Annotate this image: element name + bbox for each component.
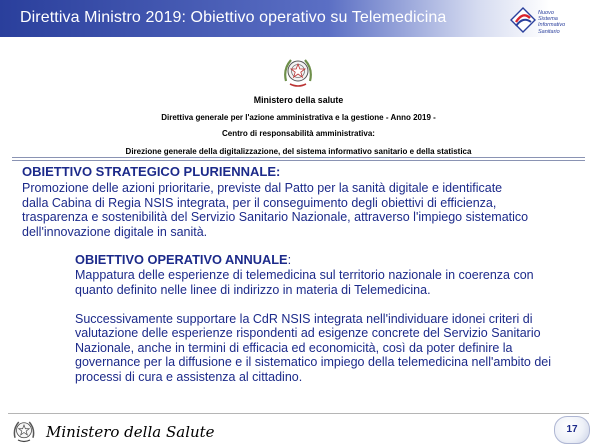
- responsibility-center-label: Centro di responsabilità amministrativa:: [222, 129, 375, 138]
- operational-objective-colon: :: [287, 252, 292, 267]
- page-number-badge: 17: [554, 416, 590, 444]
- nsis-logo-icon: [510, 7, 536, 33]
- title-bar: [0, 0, 597, 37]
- divider: [12, 157, 585, 158]
- nsis-logo-line: Sistema: [538, 16, 558, 23]
- operational-paragraph: [75, 312, 587, 385]
- operational-objective-heading: [75, 252, 291, 267]
- ministry-name: Ministero della salute: [253, 95, 344, 105]
- text-line: Promozione delle azioni prioritarie, previste dal Patto per la sanità digitale e identificate: [22, 181, 503, 195]
- text-line: processi di cura e assistenza al cittadino.: [75, 369, 303, 384]
- strategic-objective-title: OBIETTIVO STRATEGICO PLURIENNALE:: [22, 164, 281, 179]
- italian-republic-emblem-icon: [12, 418, 36, 444]
- nsis-logo-line: Nuovo: [538, 10, 554, 16]
- text-line: trasparenza e sostenibilità del Servizio Sanitario Nazionale, attraverso l'impiego sistematico: [22, 210, 529, 224]
- text-line: Mappatura delle esperienze di telemedicina sul territorio nazionale in coerenza con: [75, 268, 534, 282]
- nsis-logo-line: Informativo: [538, 22, 566, 29]
- nsis-logo: [510, 4, 590, 40]
- footer-brand: Ministero della Salute: [46, 423, 215, 441]
- nsis-logo-line: Sanitario: [538, 28, 560, 35]
- directive-subtitle: Direttiva generale per l'azione amministrativa e la gestione - Anno 2019 -: [161, 113, 436, 122]
- nsis-logo-text: [538, 10, 565, 35]
- text-line: Nazionale, anche in termini di efficacia ed economicità, così da poter definire la: [75, 340, 513, 355]
- operational-paragraph: [75, 268, 587, 297]
- text-line: dalla Cabina di Regia NSIS integrata, per il conseguimento degli obiettivi di efficienza,: [22, 195, 497, 210]
- text-line: valutazione delle esperienze rispondenti ad esigenze concrete del Servizio Sanitario: [75, 326, 541, 340]
- text-line: Successivamente supportare la CdR NSIS integrata nell'individuare idonei criteri di: [75, 311, 533, 326]
- text-line: dell'innovazione digitale in sanità.: [22, 224, 208, 239]
- strategic-objective-text: [22, 181, 582, 239]
- slide-title: Direttiva Ministro 2019: Obiettivo operativo su Telemedicina: [20, 9, 447, 26]
- operational-objective-title: OBIETTIVO OPERATIVO ANNUALE: [75, 252, 288, 267]
- footer-divider: [8, 413, 589, 414]
- divider: [12, 160, 585, 161]
- text-line: quanto definito nelle linee di indirizzo in materia di Telemedicina.: [75, 282, 431, 297]
- italian-republic-emblem-icon: [282, 55, 314, 89]
- directorate-name: Direzione generale della digitalizzazione, del sistema informativo sanitario e della statistica: [125, 147, 472, 156]
- operational-objective-text: [75, 268, 587, 384]
- text-line: governance per la diffusione e il sistematico impiego della telemedicina nell'ambito dei: [75, 355, 552, 369]
